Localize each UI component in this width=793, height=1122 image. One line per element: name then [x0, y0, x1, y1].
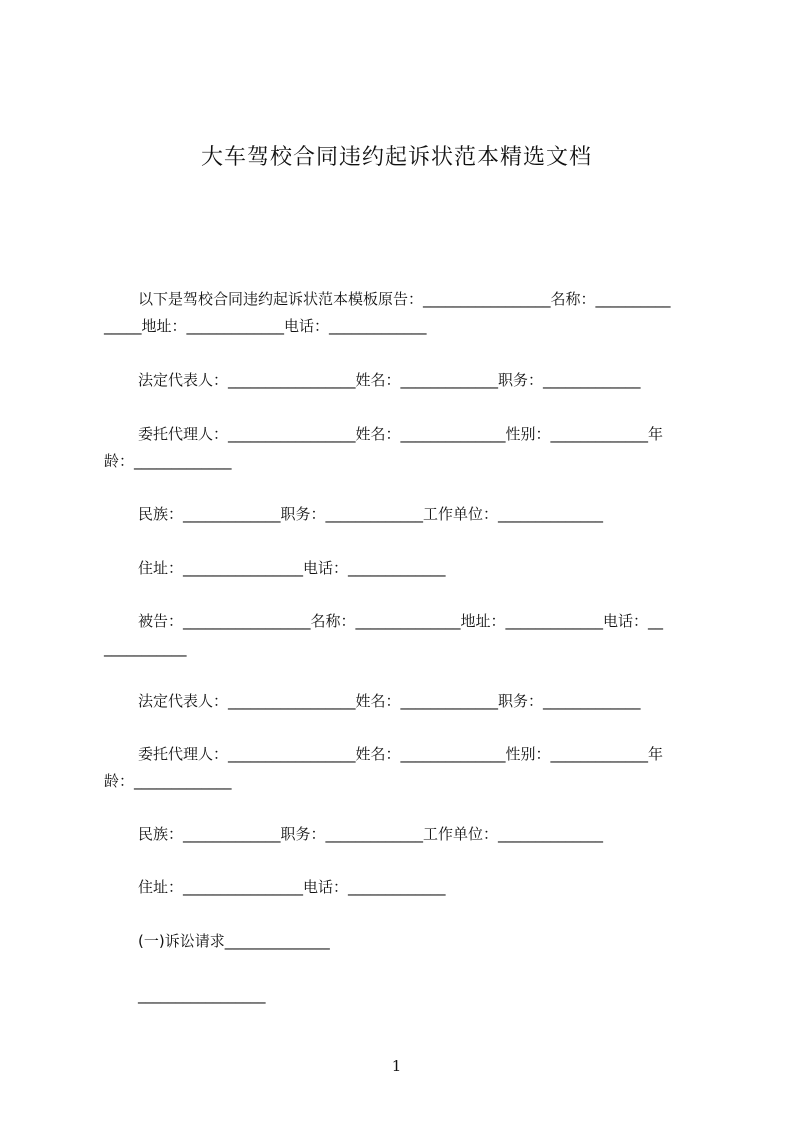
defendant-ethnicity-line	[104, 821, 704, 848]
defendant-residence-text: 住址：________________电话：_____________	[138, 878, 446, 896]
defendant-legal-rep-line	[104, 688, 704, 715]
page-number: 1	[391, 1057, 402, 1075]
plaintiff-agent-text: 委托代理人：_________________姓名：______________性别：_____________年	[138, 425, 664, 443]
plaintiff-ethnicity-text: 民族：_____________职务：_____________工作单位：______________	[138, 505, 604, 523]
plaintiff-address-text: _____地址：_____________电话：_____________	[104, 317, 427, 335]
document-title: 大车驾校合同违约起诉状范本精选文档	[200, 145, 592, 170]
claims-heading-text: (一)诉讼请求______________	[138, 932, 330, 950]
claims-heading-line	[104, 928, 704, 955]
plaintiff-agent-age-text: 龄：_____________	[104, 452, 232, 470]
plaintiff-line	[104, 286, 704, 313]
plaintiff-ethnicity-line	[104, 501, 704, 528]
plaintiff-text: 以下是驾校合同违约起诉状范本模板原告：_________________名称：__________	[138, 290, 671, 308]
defendant-agent-line	[104, 741, 704, 768]
defendant-agent-age-line	[104, 768, 704, 795]
defendant-agent-age-text: 龄：_____________	[104, 772, 232, 790]
defendant-line	[104, 608, 704, 635]
defendant-residence-line	[104, 874, 704, 901]
defendant-ethnicity-text: 民族：_____________职务：_____________工作单位：______________	[138, 825, 604, 843]
plaintiff-agent-age-line	[104, 448, 704, 475]
plaintiff-agent-line	[104, 421, 704, 448]
claims-blank-line	[104, 982, 704, 1009]
defendant-phone-cont-line	[104, 635, 704, 662]
plaintiff-residence-line	[104, 555, 704, 582]
claims-blank-text: _________________	[138, 986, 266, 1004]
plaintiff-address-line	[104, 313, 704, 340]
defendant-text: 被告：_________________名称：______________地址：_____________电话：__	[138, 612, 664, 630]
defendant-agent-text: 委托代理人：_________________姓名：______________性别：_____________年	[138, 745, 664, 763]
plaintiff-legal-rep-text: 法定代表人：_________________姓名：_____________职务：_____________	[138, 371, 641, 389]
defendant-phone-cont-text: ___________	[104, 639, 187, 657]
defendant-legal-rep-text: 法定代表人：_________________姓名：_____________职务：_____________	[138, 692, 641, 710]
plaintiff-residence-text: 住址：________________电话：_____________	[138, 559, 446, 577]
plaintiff-legal-rep-line	[104, 367, 704, 394]
